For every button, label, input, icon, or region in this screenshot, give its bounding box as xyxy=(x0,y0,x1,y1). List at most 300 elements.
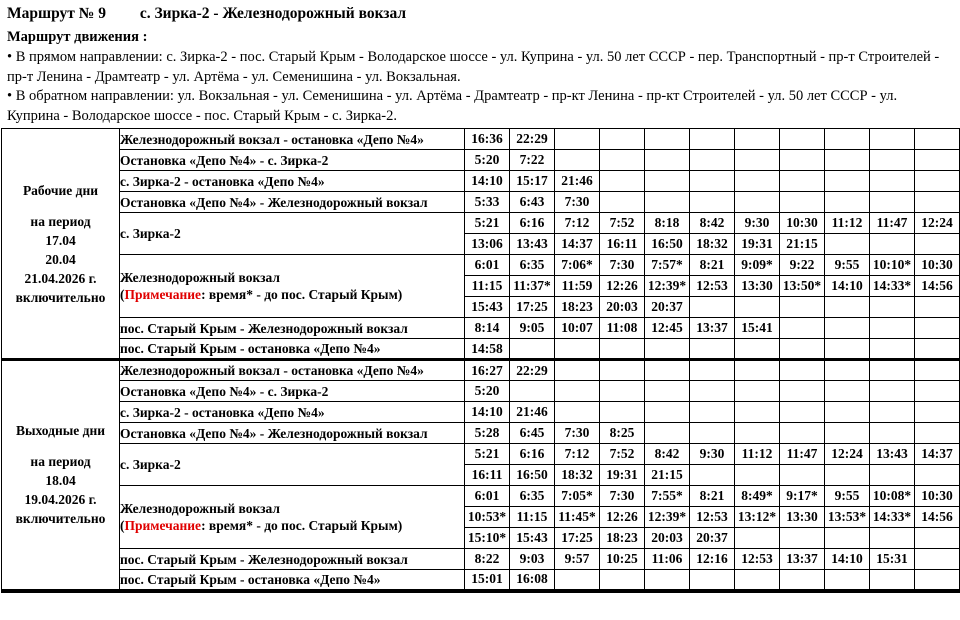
time-cell: 12:39* xyxy=(645,507,690,528)
time-cell-empty xyxy=(870,570,915,591)
route-label-cell xyxy=(120,423,465,444)
time-cell: 13:30 xyxy=(735,276,780,297)
route-label: с. Зирка-2 - остановка «Депо №4» xyxy=(120,404,325,420)
weekends-day-type-cell xyxy=(2,360,120,591)
time-cell-empty xyxy=(690,171,735,192)
time-cell: 7:05* xyxy=(555,486,600,507)
time-cell: 6:16 xyxy=(510,213,555,234)
time-cell-empty xyxy=(600,192,645,213)
route-note-highlight: Примечание xyxy=(124,287,202,302)
time-cell-empty xyxy=(600,171,645,192)
time-cell-empty xyxy=(780,339,825,360)
day-label-gap xyxy=(2,440,119,452)
time-cell: 12:16 xyxy=(690,549,735,570)
time-cell: 6:01 xyxy=(465,486,510,507)
time-cell-empty xyxy=(825,192,870,213)
time-cell: 12:24 xyxy=(915,213,960,234)
time-cell: 7:12 xyxy=(555,444,600,465)
time-cell: 7:52 xyxy=(600,213,645,234)
time-cell: 8:21 xyxy=(690,486,735,507)
route-label: пос. Старый Крым - остановка «Депо №4» xyxy=(120,571,381,587)
day-label-line: на период xyxy=(30,213,91,229)
time-cell: 21:15 xyxy=(780,234,825,255)
time-cell: 14:37 xyxy=(555,234,600,255)
time-cell-empty xyxy=(870,360,915,381)
time-cell: 21:15 xyxy=(645,465,690,486)
time-cell-empty xyxy=(825,528,870,549)
day-label-line: включительно xyxy=(15,289,106,305)
time-cell: 10:30 xyxy=(915,486,960,507)
time-cell: 21:46 xyxy=(555,171,600,192)
time-cell-empty xyxy=(870,297,915,318)
time-cell-empty xyxy=(690,129,735,150)
time-cell: 7:52 xyxy=(600,444,645,465)
time-cell: 13:53* xyxy=(825,507,870,528)
time-cell: 17:25 xyxy=(555,528,600,549)
time-cell-empty xyxy=(600,402,645,423)
route-label-cell xyxy=(120,444,465,486)
time-cell-empty xyxy=(870,129,915,150)
time-cell: 21:46 xyxy=(510,402,555,423)
schedule-row xyxy=(2,255,960,276)
time-cell: 6:45 xyxy=(510,423,555,444)
schedule-row xyxy=(2,129,960,150)
day-label-line: 19.04.2026 г. xyxy=(24,492,97,508)
time-cell-empty xyxy=(825,402,870,423)
time-cell-empty xyxy=(780,423,825,444)
time-cell: 12:53 xyxy=(735,549,780,570)
time-cell-empty xyxy=(780,171,825,192)
time-cell-empty xyxy=(915,150,960,171)
time-cell-empty xyxy=(510,381,555,402)
time-cell: 16:27 xyxy=(465,360,510,381)
time-cell-empty xyxy=(780,465,825,486)
time-cell: 7:55* xyxy=(645,486,690,507)
time-cell-empty xyxy=(915,360,960,381)
time-cell-empty xyxy=(690,339,735,360)
time-cell: 10:07 xyxy=(555,318,600,339)
time-cell: 14:10 xyxy=(825,276,870,297)
time-cell: 11:15 xyxy=(510,507,555,528)
time-cell: 7:12 xyxy=(555,213,600,234)
time-cell: 13:37 xyxy=(690,318,735,339)
time-cell: 8:42 xyxy=(690,213,735,234)
route-forward-description: • В прямом направлении: с. Зирка-2 - пос. Старый Крым - Володарское шоссе - ул. Куприна - ул. 50 лет СССР - пер. Транспортный - пр-т Строителей - пр-т Ленина - Драмтеатр - ул. Артёма - ул. Семенишина - ул. Вокзальная. xyxy=(7,49,940,85)
time-cell-empty xyxy=(825,318,870,339)
schedule-table-body xyxy=(2,129,960,591)
time-cell: 14:10 xyxy=(825,549,870,570)
time-cell-empty xyxy=(690,465,735,486)
time-cell-empty xyxy=(780,129,825,150)
route-label-cell xyxy=(120,318,465,339)
route-label-cell xyxy=(120,171,465,192)
time-cell: 18:23 xyxy=(600,528,645,549)
day-label-line: 18.04 xyxy=(45,473,76,489)
route-label-cell xyxy=(120,255,465,318)
time-cell-empty xyxy=(915,339,960,360)
time-cell-empty xyxy=(645,360,690,381)
time-cell: 14:10 xyxy=(465,171,510,192)
time-cell-empty xyxy=(780,570,825,591)
time-cell-empty xyxy=(735,465,780,486)
route-label: Остановка «Депо №4» - с. Зирка-2 xyxy=(120,152,329,168)
time-cell: 11:06 xyxy=(645,549,690,570)
time-cell-empty xyxy=(780,192,825,213)
time-cell: 11:12 xyxy=(735,444,780,465)
route-label: Железнодорожный вокзал - остановка «Депо №4» xyxy=(120,131,424,147)
time-cell: 15:17 xyxy=(510,171,555,192)
time-cell: 8:49* xyxy=(735,486,780,507)
time-cell: 13:37 xyxy=(780,549,825,570)
time-cell-empty xyxy=(870,528,915,549)
time-cell: 14:33* xyxy=(870,276,915,297)
route-label-cell xyxy=(120,339,465,360)
route-label: с. Зирка-2 xyxy=(120,226,181,241)
time-cell: 9:55 xyxy=(825,255,870,276)
schedule-row xyxy=(2,192,960,213)
time-cell-empty xyxy=(825,171,870,192)
day-label-line: включительно xyxy=(15,511,106,527)
time-cell-empty xyxy=(735,381,780,402)
time-cell-empty xyxy=(600,150,645,171)
schedule-row xyxy=(2,381,960,402)
time-cell-empty xyxy=(690,150,735,171)
time-cell: 7:30 xyxy=(555,423,600,444)
time-cell: 5:20 xyxy=(465,150,510,171)
time-cell-empty xyxy=(915,423,960,444)
time-cell-empty xyxy=(735,150,780,171)
route-backward-description: • В обратном направлении: ул. Вокзальная - ул. Семенишина - ул. Артёма - Драмтеатр - пр-кт Ленина - пр-кт Строителей - ул. 50 лет СССР - ул. Куприна - Володарское шоссе - пос. Старый Крым - с. Зирка-2. xyxy=(7,88,898,124)
route-label-cell xyxy=(120,486,465,549)
time-cell-empty xyxy=(915,402,960,423)
time-cell: 20:03 xyxy=(645,528,690,549)
time-cell-empty xyxy=(825,129,870,150)
time-cell-empty xyxy=(645,192,690,213)
time-cell-empty xyxy=(645,402,690,423)
route-label-cell xyxy=(120,381,465,402)
schedule-row xyxy=(2,318,960,339)
route-label: пос. Старый Крым - Железнодорожный вокзал xyxy=(120,551,408,567)
time-cell: 15:43 xyxy=(465,297,510,318)
route-label: с. Зирка-2 xyxy=(120,457,181,472)
time-cell: 7:30 xyxy=(600,486,645,507)
time-cell: 9:30 xyxy=(690,444,735,465)
time-cell: 5:20 xyxy=(465,381,510,402)
time-cell-empty xyxy=(870,465,915,486)
time-cell-empty xyxy=(690,570,735,591)
route-label: Железнодорожный вокзал xyxy=(120,501,280,516)
time-cell: 9:09* xyxy=(735,255,780,276)
time-cell: 6:16 xyxy=(510,444,555,465)
time-cell-empty xyxy=(915,192,960,213)
day-label-line: Рабочие дни xyxy=(22,182,99,198)
schedule-row xyxy=(2,360,960,381)
time-cell-empty xyxy=(645,423,690,444)
time-cell-empty xyxy=(825,423,870,444)
time-cell: 20:37 xyxy=(690,528,735,549)
time-cell-empty xyxy=(600,339,645,360)
time-cell: 12:53 xyxy=(690,507,735,528)
time-cell: 10:10* xyxy=(870,255,915,276)
time-cell: 6:35 xyxy=(510,255,555,276)
time-cell: 12:39* xyxy=(645,276,690,297)
time-cell: 10:53* xyxy=(465,507,510,528)
time-cell: 8:21 xyxy=(690,255,735,276)
time-cell-empty xyxy=(735,360,780,381)
route-label: с. Зирка-2 - остановка «Депо №4» xyxy=(120,173,325,189)
time-cell-empty xyxy=(825,234,870,255)
time-cell-empty xyxy=(600,360,645,381)
time-cell-empty xyxy=(870,234,915,255)
route-label: Железнодорожный вокзал - остановка «Депо №4» xyxy=(120,363,424,378)
time-cell-empty xyxy=(735,528,780,549)
time-cell: 12:53 xyxy=(690,276,735,297)
time-cell: 14:58 xyxy=(465,339,510,360)
time-cell: 13:43 xyxy=(870,444,915,465)
route-label-cell xyxy=(120,129,465,150)
time-cell-empty xyxy=(690,381,735,402)
time-cell: 5:28 xyxy=(465,423,510,444)
time-cell: 18:32 xyxy=(555,465,600,486)
time-cell-empty xyxy=(735,402,780,423)
time-cell-empty xyxy=(555,150,600,171)
time-cell-empty xyxy=(915,234,960,255)
time-cell: 8:18 xyxy=(645,213,690,234)
route-label-cell xyxy=(120,150,465,171)
time-cell: 6:43 xyxy=(510,192,555,213)
time-cell: 10:30 xyxy=(915,255,960,276)
schedule-row xyxy=(2,549,960,570)
time-cell-empty xyxy=(915,465,960,486)
day-label-line: 21.04.2026 г. xyxy=(24,270,97,286)
schedule-row xyxy=(2,486,960,507)
day-label-line: на период xyxy=(30,454,91,470)
time-cell-empty xyxy=(780,360,825,381)
time-cell-empty xyxy=(735,423,780,444)
day-label-gap xyxy=(2,200,119,212)
time-cell-empty xyxy=(645,339,690,360)
time-cell: 7:22 xyxy=(510,150,555,171)
time-cell: 18:32 xyxy=(690,234,735,255)
time-cell: 10:25 xyxy=(600,549,645,570)
time-cell-empty xyxy=(825,570,870,591)
day-label-line: Выходные дни xyxy=(15,423,106,439)
route-number: Маршрут № 9 xyxy=(7,5,106,22)
route-note: (Примечание: время* - до пос. Старый Крым) xyxy=(120,518,403,533)
time-cell: 16:11 xyxy=(465,465,510,486)
route-label: пос. Старый Крым - остановка «Депо №4» xyxy=(120,341,381,356)
time-cell-empty xyxy=(915,528,960,549)
time-cell-empty xyxy=(600,129,645,150)
time-cell: 10:08* xyxy=(870,486,915,507)
route-note: (Примечание: время* - до пос. Старый Крым) xyxy=(120,287,403,302)
time-cell-empty xyxy=(780,528,825,549)
time-cell-empty xyxy=(870,339,915,360)
time-cell-empty xyxy=(690,402,735,423)
time-cell: 11:59 xyxy=(555,276,600,297)
time-cell-empty xyxy=(645,129,690,150)
route-heading: Маршрут движения : xyxy=(7,29,148,45)
time-cell-empty xyxy=(870,192,915,213)
time-cell: 9:17* xyxy=(780,486,825,507)
document-header xyxy=(0,0,960,126)
time-cell: 18:23 xyxy=(555,297,600,318)
time-cell: 14:56 xyxy=(915,507,960,528)
time-cell: 7:30 xyxy=(600,255,645,276)
time-cell: 12:26 xyxy=(600,276,645,297)
workdays-day-type-cell xyxy=(2,129,120,360)
time-cell-empty xyxy=(555,339,600,360)
time-cell-empty xyxy=(870,150,915,171)
time-cell: 16:11 xyxy=(600,234,645,255)
time-cell-empty xyxy=(690,297,735,318)
route-label-cell xyxy=(120,549,465,570)
time-cell: 13:12* xyxy=(735,507,780,528)
page-title xyxy=(7,3,952,26)
time-cell: 7:06* xyxy=(555,255,600,276)
time-cell: 6:01 xyxy=(465,255,510,276)
time-cell-empty xyxy=(825,360,870,381)
schedule-row xyxy=(2,423,960,444)
time-cell: 14:10 xyxy=(465,402,510,423)
time-cell-empty xyxy=(915,297,960,318)
time-cell-empty xyxy=(870,171,915,192)
time-cell: 7:30 xyxy=(555,192,600,213)
time-cell: 8:42 xyxy=(645,444,690,465)
time-cell: 5:21 xyxy=(465,444,510,465)
route-label-cell xyxy=(120,570,465,591)
time-cell: 13:43 xyxy=(510,234,555,255)
time-cell-empty xyxy=(600,570,645,591)
time-cell-empty xyxy=(870,381,915,402)
time-cell: 12:45 xyxy=(645,318,690,339)
time-cell-empty xyxy=(555,360,600,381)
time-cell-empty xyxy=(870,402,915,423)
time-cell: 15:43 xyxy=(510,528,555,549)
time-cell-empty xyxy=(735,570,780,591)
time-cell-empty xyxy=(870,318,915,339)
time-cell: 12:24 xyxy=(825,444,870,465)
time-cell: 15:31 xyxy=(870,549,915,570)
time-cell: 9:03 xyxy=(510,549,555,570)
time-cell-empty xyxy=(690,423,735,444)
time-cell: 19:31 xyxy=(735,234,780,255)
time-cell-empty xyxy=(645,171,690,192)
route-label: Железнодорожный вокзал xyxy=(120,270,280,285)
route-label-cell xyxy=(120,213,465,255)
time-cell-empty xyxy=(915,129,960,150)
route-label: Остановка «Депо №4» - с. Зирка-2 xyxy=(120,383,329,399)
time-cell-empty xyxy=(735,339,780,360)
time-cell-empty xyxy=(735,192,780,213)
time-cell: 15:01 xyxy=(465,570,510,591)
time-cell-empty xyxy=(735,297,780,318)
time-cell: 9:55 xyxy=(825,486,870,507)
time-cell: 14:37 xyxy=(915,444,960,465)
time-cell: 9:05 xyxy=(510,318,555,339)
schedule-row xyxy=(2,444,960,465)
time-cell: 5:21 xyxy=(465,213,510,234)
time-cell: 11:08 xyxy=(600,318,645,339)
time-cell: 20:03 xyxy=(600,297,645,318)
time-cell: 9:22 xyxy=(780,255,825,276)
time-cell-empty xyxy=(780,318,825,339)
time-cell-empty xyxy=(690,192,735,213)
time-cell-empty xyxy=(735,171,780,192)
time-cell: 22:29 xyxy=(510,129,555,150)
time-cell-empty xyxy=(555,570,600,591)
time-cell: 11:15 xyxy=(465,276,510,297)
time-cell: 16:36 xyxy=(465,129,510,150)
time-cell-empty xyxy=(915,381,960,402)
time-cell-empty xyxy=(510,339,555,360)
time-cell: 16:50 xyxy=(645,234,690,255)
route-note-highlight: Примечание xyxy=(124,518,202,533)
schedule-row xyxy=(2,570,960,591)
time-cell: 11:47 xyxy=(870,213,915,234)
time-cell: 5:33 xyxy=(465,192,510,213)
time-cell-empty xyxy=(870,423,915,444)
time-cell: 11:37* xyxy=(510,276,555,297)
time-cell-empty xyxy=(825,465,870,486)
schedule-row xyxy=(2,171,960,192)
time-cell: 11:12 xyxy=(825,213,870,234)
time-cell: 15:41 xyxy=(735,318,780,339)
time-cell-empty xyxy=(690,360,735,381)
route-label-cell xyxy=(120,402,465,423)
time-cell-empty xyxy=(645,150,690,171)
time-cell: 22:29 xyxy=(510,360,555,381)
route-label-cell xyxy=(120,192,465,213)
route-label: Остановка «Депо №4» - Железнодорожный вокзал xyxy=(120,194,428,210)
time-cell: 17:25 xyxy=(510,297,555,318)
route-label: Остановка «Депо №4» - Железнодорожный вокзал xyxy=(120,425,428,441)
time-cell: 7:57* xyxy=(645,255,690,276)
time-cell-empty xyxy=(555,129,600,150)
time-cell: 13:50* xyxy=(780,276,825,297)
route-endpoints: с. Зирка-2 - Железнодорожный вокзал xyxy=(139,5,407,22)
time-cell: 13:30 xyxy=(780,507,825,528)
time-cell-empty xyxy=(645,381,690,402)
route-label: пос. Старый Крым - Железнодорожный вокзал xyxy=(120,320,408,336)
time-cell: 19:31 xyxy=(600,465,645,486)
time-cell-empty xyxy=(915,171,960,192)
schedule-row xyxy=(2,402,960,423)
time-cell: 6:35 xyxy=(510,486,555,507)
time-cell-empty xyxy=(825,381,870,402)
time-cell-empty xyxy=(780,297,825,318)
schedule-row xyxy=(2,213,960,234)
day-label-line: 20.04 xyxy=(45,251,76,267)
time-cell-empty xyxy=(915,549,960,570)
time-cell: 13:06 xyxy=(465,234,510,255)
time-cell-empty xyxy=(780,381,825,402)
schedule-row xyxy=(2,339,960,360)
time-cell: 8:22 xyxy=(465,549,510,570)
time-cell-empty xyxy=(645,570,690,591)
time-cell-empty xyxy=(825,150,870,171)
schedule-table xyxy=(1,128,960,593)
time-cell-empty xyxy=(825,297,870,318)
time-cell: 14:33* xyxy=(870,507,915,528)
time-cell-empty xyxy=(735,129,780,150)
time-cell: 9:30 xyxy=(735,213,780,234)
time-cell: 20:37 xyxy=(645,297,690,318)
schedule-row xyxy=(2,150,960,171)
time-cell-empty xyxy=(915,570,960,591)
time-cell-empty xyxy=(825,339,870,360)
time-cell-empty xyxy=(915,318,960,339)
